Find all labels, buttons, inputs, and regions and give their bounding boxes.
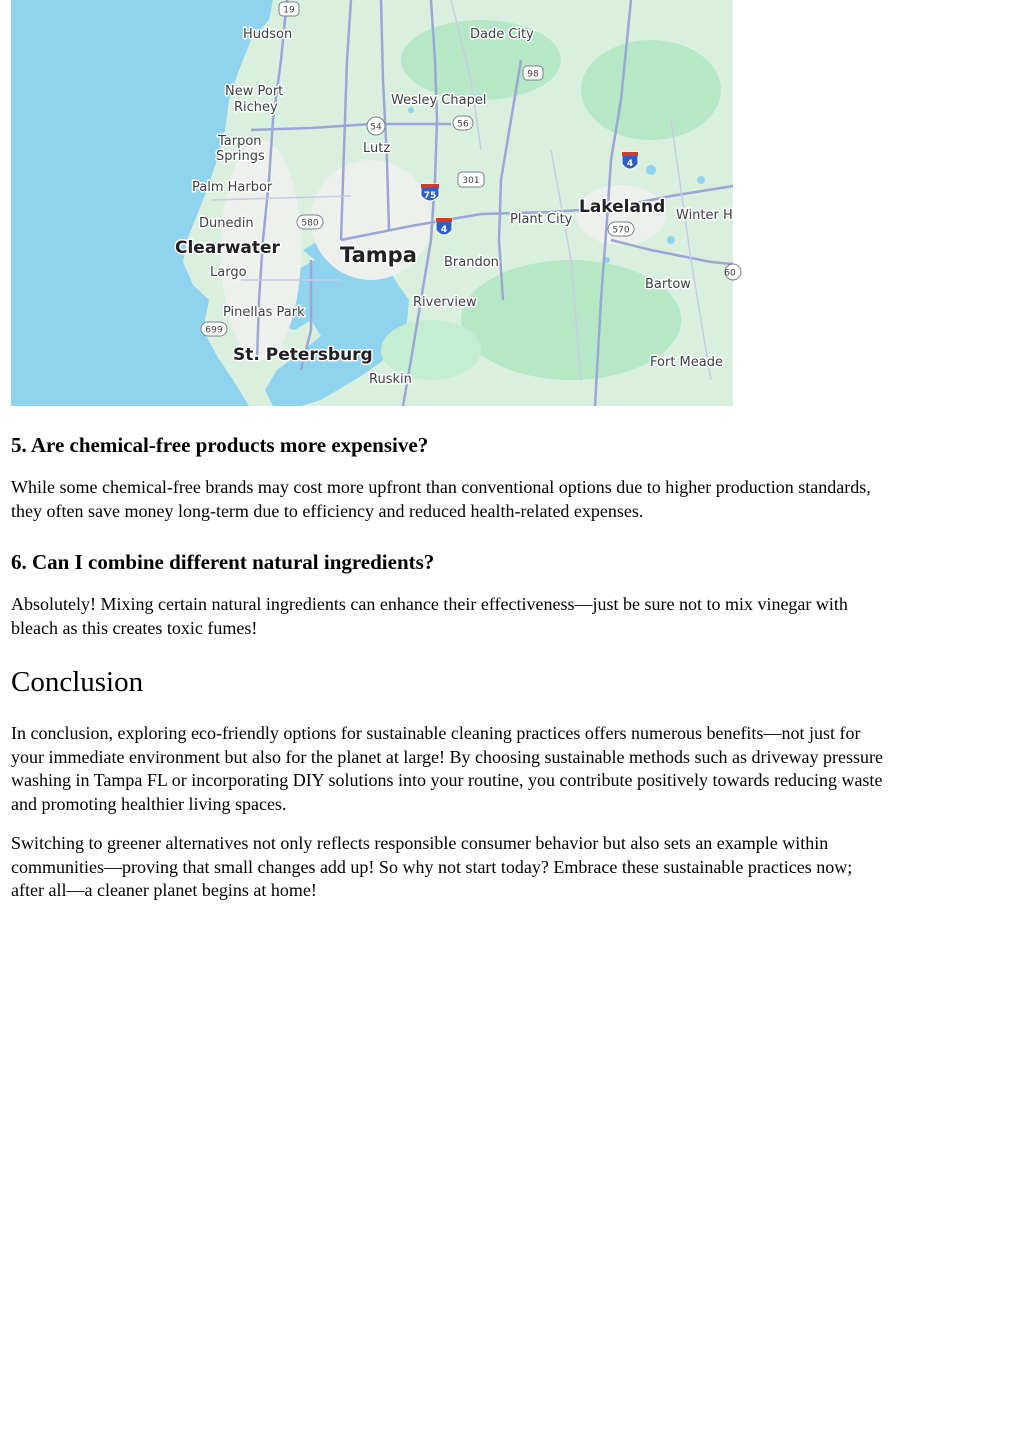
label-bartow: Bartow (645, 277, 691, 292)
conclusion-heading: Conclusion (11, 666, 144, 698)
svg-text:301: 301 (462, 176, 480, 186)
label-springs: Springs (216, 149, 265, 164)
svg-text:98: 98 (527, 69, 539, 80)
conclusion-line: after all—a cleaner planet begins at home! (11, 880, 317, 900)
label-dade-city: Dade City (470, 27, 534, 42)
shield-56 (453, 116, 473, 130)
svg-text:56: 56 (457, 119, 469, 130)
faq-6-answer-line: bleach as this creates toxic fumes! (11, 617, 258, 638)
map-image (11, 0, 736, 406)
svg-text:19: 19 (283, 5, 295, 16)
faq-6-answer-line: Absolutely! Mixing certain natural ingredients can enhance their effectiveness—just be sure not to mix vinegar with (11, 594, 848, 614)
conclusion-paragraph-2 (11, 832, 1013, 903)
faq-5-answer (11, 476, 1013, 523)
faq-5-question: 5. Are chemical-free products more expensive? (11, 433, 429, 457)
conclusion-line: and promoting healthier living spaces. (11, 793, 287, 814)
label-st-petersburg: St. Petersburg (233, 345, 373, 365)
svg-text:75: 75 (423, 191, 437, 201)
conclusion-line: washing in Tampa FL or incorporating DIY solutions into your routine, you contribute positively towards reducing waste (11, 770, 883, 790)
label-palm-harbor: Palm Harbor (192, 180, 273, 195)
label-fort-meade: Fort Meade (650, 355, 723, 370)
shield-699 (201, 322, 227, 336)
label-ruskin: Ruskin (369, 372, 412, 387)
shield-19 (279, 2, 299, 16)
svg-text:4: 4 (440, 225, 448, 235)
label-dunedin: Dunedin (199, 216, 254, 231)
svg-text:54: 54 (370, 122, 382, 133)
label-riverview: Riverview (413, 295, 477, 310)
svg-text:570: 570 (612, 225, 630, 236)
shield-570 (608, 222, 634, 236)
shield-60 (724, 264, 741, 280)
tampa-bay-map (11, 0, 736, 406)
conclusion-line: your immediate environment but also for the planet at large! By choosing sustainable methods such as driveway pressure (11, 746, 883, 767)
conclusion-line: communities—proving that small changes add up! So why not start today? Embrace these sustainable practices now; (11, 856, 853, 877)
label-wesley-chapel: Wesley Chapel (391, 93, 487, 108)
shield-i4-east (622, 152, 638, 169)
map-green-area (381, 320, 481, 380)
svg-text:699: 699 (205, 325, 223, 336)
map-lake (667, 236, 675, 244)
label-richey: Richey (234, 100, 278, 115)
map-green-area (581, 40, 721, 140)
faq-5-answer-line: they often save money long-term due to efficiency and reduced health-related expenses. (11, 500, 644, 521)
label-plant-city: Plant City (510, 212, 573, 227)
label-new-port: New Port (225, 84, 284, 99)
conclusion-line: Switching to greener alternatives not only reflects responsible consumer behavior but also sets an example within (11, 833, 829, 853)
conclusion-paragraph-1 (11, 722, 1013, 816)
label-tampa: Tampa (340, 243, 417, 267)
svg-text:60: 60 (724, 268, 736, 279)
map-lake (646, 165, 656, 175)
faq-6-answer (11, 593, 1013, 640)
label-largo: Largo (210, 265, 247, 280)
svg-text:580: 580 (301, 218, 319, 229)
conclusion-line: In conclusion, exploring eco-friendly options for sustainable cleaning practices offers numerous benefits—not just for (11, 723, 861, 743)
label-hudson: Hudson (243, 27, 293, 42)
shield-580 (297, 215, 323, 229)
article-content (11, 428, 1013, 903)
label-brandon: Brandon (444, 255, 499, 270)
shield-i75 (421, 184, 439, 201)
label-winter-haven: Winter H (676, 208, 733, 223)
label-pinellas-park: Pinellas Park (223, 305, 305, 320)
label-lakeland: Lakeland (579, 197, 666, 217)
shield-i4-west (436, 218, 452, 235)
faq-5-answer-line: While some chemical-free brands may cost more upfront than conventional options due to higher production standards, (11, 477, 871, 497)
shield-301 (458, 172, 484, 187)
shield-98 (523, 66, 543, 80)
label-tarpon: Tarpon (218, 134, 262, 149)
label-clearwater: Clearwater (175, 238, 280, 258)
label-lutz: Lutz (363, 141, 391, 156)
shield-54 (367, 117, 385, 135)
map-lake (697, 176, 705, 184)
faq-6-question: 6. Can I combine different natural ingredients? (11, 550, 435, 574)
svg-text:4: 4 (626, 159, 634, 169)
